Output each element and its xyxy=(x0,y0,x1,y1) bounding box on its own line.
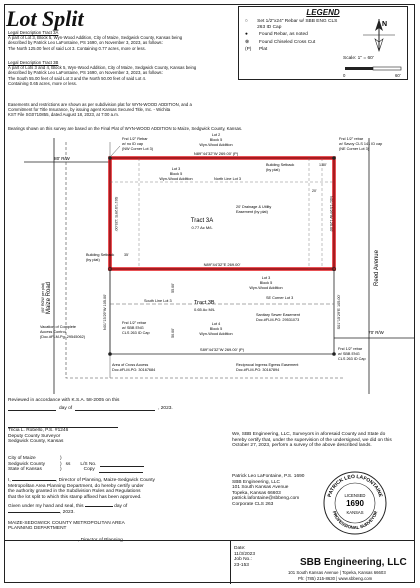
recording-county: Sedgwick County xyxy=(8,461,46,467)
bearing-right-3b: S01°15'29"E 105.00' xyxy=(337,294,341,330)
found-rebar-ne-label xyxy=(339,137,382,151)
svg-text:(by plat): (by plat) xyxy=(86,258,100,262)
date-value: 11/3/2023 xyxy=(234,551,255,557)
tract-3a-area: 0.77 Ac M/L xyxy=(191,225,213,230)
svg-text:(NW Corner Lot 3): (NW Corner Lot 3) xyxy=(122,147,154,151)
director-signature-line: , Director of Planning xyxy=(8,538,226,544)
svg-text:Block 5: Block 5 xyxy=(169,172,183,176)
found-rebar-sw-icon xyxy=(108,352,112,356)
svg-text:Block 5: Block 5 xyxy=(259,281,273,285)
review-line: Reviewed in accordance with K.S.A. 58-2005 on this xyxy=(8,398,120,403)
recording-state: State of Kansas xyxy=(8,467,42,473)
legal-3a-line: A part of Lot 3, Block 5, Wyn-Wood Addition, City of Maize, Sedgwick County, Kansas being xyxy=(8,35,183,41)
found-rebar-sw-label xyxy=(122,321,150,335)
lot-2-label xyxy=(199,133,232,147)
planning-block xyxy=(8,478,226,543)
certification-line: October 27, 2023, perform a survey of the above described lands. xyxy=(232,443,372,449)
certification-block xyxy=(232,432,412,449)
recording-city: City of Maize xyxy=(8,456,36,461)
ingress-egress-label xyxy=(236,363,299,372)
certification-line: hereby certify that, under the supervision of the undersigned, we did on this xyxy=(232,437,392,443)
surveyor-line: SBB Engineering, LLC xyxy=(232,479,280,485)
lot-3-upper-label xyxy=(159,167,192,181)
legend-item xyxy=(245,40,343,46)
review-role: Sedgwick County, Kansas xyxy=(8,439,64,445)
legal-3b-line: described by Patrick Leo LaFontaine, PS 1690, on November 3, 2023, as follows: xyxy=(8,70,163,76)
company-phone: Ph: (785) 215-8630 | www.sbbeng.com xyxy=(298,576,373,581)
svg-text:Building Setback: Building Setback xyxy=(266,163,295,167)
seal-licensed: LICENSED xyxy=(344,493,366,498)
planning-given-line: Given under my hand and seal, this day of xyxy=(8,504,128,510)
svg-text:Access Control: Access Control xyxy=(40,330,66,334)
svg-text:Block 5: Block 5 xyxy=(209,138,223,142)
svg-text:Area of Cross Access: Area of Cross Access xyxy=(112,363,149,367)
bearing-right-3a: N01°15'29"W 125.00' xyxy=(329,196,333,232)
titleblock-divider xyxy=(230,540,231,584)
review-role: Deputy County Surveyor xyxy=(8,433,61,439)
legend-title: LEGEND xyxy=(306,8,340,17)
svg-text:CLS 263 ID Cap: CLS 263 ID Cap xyxy=(122,331,150,335)
plat-symbol-icon: (P) xyxy=(245,47,252,53)
job-label: Job No.: xyxy=(234,557,252,563)
review-name: Tricia L. Robello, P.S. #1246 xyxy=(8,428,69,434)
leader-line xyxy=(111,146,120,156)
svg-text:w/ SBB ENG: w/ SBB ENG xyxy=(122,326,144,330)
legend-item xyxy=(245,32,343,38)
easements-line: KST File SG0710855, dated August 18, 2023, at 7:00 a.m. xyxy=(8,112,119,118)
svg-text:Fnd 1/2" rebar: Fnd 1/2" rebar xyxy=(339,137,364,141)
bearing-bottom-3a: N89°44'32"E 269.00' xyxy=(203,262,241,267)
svg-text:(by plat): (by plat) xyxy=(266,168,280,172)
scale-zero: 0 xyxy=(343,73,346,78)
bearing-left-3a: S01°15'29"E 125.00' xyxy=(114,196,118,232)
svg-text:Building Setback: Building Setback xyxy=(86,253,115,257)
found-rebar-ne-icon xyxy=(332,156,336,160)
legal-description-3b xyxy=(8,60,236,86)
svg-text:Fnd 1/2" Rebar: Fnd 1/2" Rebar xyxy=(122,137,148,141)
review-year: , 2023. xyxy=(158,405,173,411)
legend-item xyxy=(245,19,343,30)
surveyor-block xyxy=(232,474,332,508)
bldg-setback-top-label xyxy=(266,163,294,172)
titleblock-top-rule xyxy=(4,540,415,541)
recording-ss: ss xyxy=(65,461,71,467)
svg-text:20' Drainage & Utility: 20' Drainage & Utility xyxy=(236,205,272,209)
tract-3a-inner-line xyxy=(110,158,334,269)
sanitary-easement-label xyxy=(256,313,301,322)
review-dayof: day of xyxy=(59,405,73,411)
given-month-blank[interactable] xyxy=(8,512,60,513)
svg-text:Lot 3: Lot 3 xyxy=(261,276,271,280)
tract-3b-area: 0.65 Ac M/L xyxy=(194,307,216,312)
svg-text:Wyn-Wood Addition: Wyn-Wood Addition xyxy=(199,143,233,147)
svg-text:w/ no ID cap: w/ no ID cap xyxy=(122,142,144,146)
surveyor-line: Corporate CLS 263 xyxy=(232,501,274,507)
tract-3a-label: Tract 3A xyxy=(190,218,214,224)
svg-text:(Doc.#FLM-Pg: 29545062): (Doc.#FLM-Pg: 29545062) xyxy=(40,335,85,339)
easements-line: Commitment for Title Insurance, by issuing agent Kansas Secured Title, Inc. - Wichita xyxy=(8,107,171,113)
svg-text:Lot 2: Lot 2 xyxy=(211,133,221,137)
company-address: 101 South Kansas Avenue | Topeka, Kansas 66603 xyxy=(288,570,386,575)
svg-text:w/ Savoy CLS 141 ID cap: w/ Savoy CLS 141 ID cap xyxy=(339,142,383,146)
legend-box xyxy=(238,6,408,80)
dim-35: 35' xyxy=(124,253,129,257)
surveyor-line: 101 South Kansas Avenue xyxy=(232,485,289,491)
recording-row: City of Maize ) xyxy=(8,456,62,461)
certification-line: We, SBB Engineering, LLC, Surveyors in aforesaid County and State do xyxy=(232,432,386,437)
bearing-bottom-3b: S89°44'32"W 269.00' (P) xyxy=(199,347,245,352)
svg-text:Sanitary Sewer Easement: Sanitary Sewer Easement xyxy=(256,313,300,317)
bearing-top: N89°44'32"W 269.00' (P) xyxy=(193,151,239,156)
maize-road-label: Maize Road xyxy=(46,281,52,315)
planning-line: I, , Director of Planning, Maize-Sedgwick County xyxy=(8,478,155,483)
found-rebar-symbol-icon: ● xyxy=(245,32,248,38)
date-label: Date: xyxy=(234,546,246,551)
block-outline xyxy=(66,142,344,378)
review-signature-line[interactable] xyxy=(8,415,118,428)
review-month-blank[interactable] xyxy=(75,410,155,411)
recording-ls: L/S No. xyxy=(80,461,97,467)
dim-55: 55.00' xyxy=(171,283,175,293)
seal-state: KANSAS xyxy=(346,510,364,515)
svg-text:Reciprocal Ingress Egress Ease: Reciprocal Ingress Egress Easement xyxy=(236,363,299,367)
date-job-block xyxy=(234,546,255,568)
svg-text:Fnd 1/2" rebar: Fnd 1/2" rebar xyxy=(338,347,363,351)
surveyor-seal xyxy=(322,470,388,536)
tract-3a-boundary xyxy=(110,158,334,269)
cross-access-label xyxy=(112,363,155,372)
found-rebar-nw-icon xyxy=(108,156,112,160)
scale-sixty: 60' xyxy=(395,73,401,78)
lot-3-lower-label xyxy=(249,276,282,290)
legal-description-3a xyxy=(8,30,236,51)
legal-3b-heading: Legal Description Tract 3B xyxy=(8,60,59,65)
row-70-label: 70' R/W xyxy=(368,330,384,335)
lot-4-label xyxy=(199,322,232,336)
planning-line: Metropolitan Area Planning Department, do hereby certify under xyxy=(8,483,144,489)
recording-copy: Copy xyxy=(83,467,95,473)
legend-item-text: Found Chiseled Cross Cut xyxy=(259,39,316,45)
se-corner-label: SE Corner Lot 3 xyxy=(266,296,294,300)
seal-top-text: PATRICK LEO LAFONTAINE xyxy=(326,473,384,498)
page-title: Lot Split xyxy=(6,6,84,31)
seal-bottom-text: PROFESSIONAL SURVEYOR xyxy=(331,510,379,531)
svg-text:Wyn-Wood Addition: Wyn-Wood Addition xyxy=(249,286,283,290)
surveyor-line: Patrick Leo LaFontaine, P.S. 1690 xyxy=(232,474,305,479)
vacation-access-label xyxy=(40,325,86,339)
review-day-blank[interactable] xyxy=(8,410,56,411)
maize-road-note: (60' ROW per plat) xyxy=(41,283,45,313)
svg-text:Doc.#FLM-PG: 29531073: Doc.#FLM-PG: 29531073 xyxy=(256,318,300,322)
legal-3b-line: Containing 0.65 acres, more or less. xyxy=(8,80,78,86)
svg-text:Lot 3: Lot 3 xyxy=(171,167,181,171)
legal-3a-line: The North 125.00 feet of said Lot 3. Containing 0.77 acres, more or less. xyxy=(8,45,146,51)
easements-line: Easements and restrictions are shown as per subdivision plat for WYN-WOOD ADDITION, and a xyxy=(8,102,192,107)
svg-text:(NE Corner Lot 3): (NE Corner Lot 3) xyxy=(339,147,369,151)
review-block xyxy=(8,398,228,445)
svg-text:Lot 4: Lot 4 xyxy=(211,322,221,326)
svg-text:CLS 263 ID Cap: CLS 263 ID Cap xyxy=(338,357,366,361)
dim-180: 1.80' xyxy=(319,163,327,167)
scale-label: Scale: 1" = 60' xyxy=(343,56,374,61)
svg-text:Wyn-Wood Addition: Wyn-Wood Addition xyxy=(159,177,193,181)
easements-note xyxy=(8,102,308,118)
found-rebar-nw-label xyxy=(122,137,154,151)
job-value: 23-153 xyxy=(234,562,249,568)
legal-3a-heading: Legal Description Tract 3A xyxy=(8,30,59,35)
surveyor-line: Topeka, Kansas 66603 xyxy=(232,490,281,496)
south-line-label: South Line Lot 3 xyxy=(144,299,172,303)
found-rebar-se-icon xyxy=(332,352,336,356)
legend-item xyxy=(245,47,343,53)
set-rebar-symbol-icon: ○ xyxy=(245,19,248,24)
recording-row: Sedgwick County ) ss L/S No. xyxy=(8,462,208,468)
surveyor-line: patrick.lafontaine@sbbeng.com xyxy=(232,496,300,502)
seal-number: 1690 xyxy=(346,499,364,508)
plat-drawing xyxy=(4,128,415,394)
recording-block xyxy=(8,456,208,473)
dim-50: 50.00' xyxy=(171,328,175,338)
svg-text:Easement (by plat): Easement (by plat) xyxy=(236,210,268,214)
north-line-label: North Line Lot 3 xyxy=(214,177,242,181)
north-label: N xyxy=(382,21,388,28)
bearing-left-3b: N01°15'29"W 105.00' xyxy=(103,294,107,330)
svg-text:Doc.#FLM-PG: 30167894: Doc.#FLM-PG: 30167894 xyxy=(236,368,280,372)
review-date-line xyxy=(8,406,228,412)
recording-row: State of Kansas ) Copy xyxy=(8,467,208,473)
svg-text:w/ SBB ENG: w/ SBB ENG xyxy=(338,352,360,356)
reed-avenue-label: Reed Avenue xyxy=(374,250,380,286)
svg-text:Wyn-Wood Addition: Wyn-Wood Addition xyxy=(199,332,233,336)
svg-text:Vacation of Complete: Vacation of Complete xyxy=(40,325,77,329)
legal-3b-line: The South 55.00 feet of said Lot 3 and the North 50.00 feet of said Lot 4. xyxy=(8,75,147,81)
svg-text:Fnd 1/2" rebar: Fnd 1/2" rebar xyxy=(122,321,147,325)
legend-list xyxy=(245,19,343,53)
director-name-blank[interactable] xyxy=(12,480,56,481)
planning-dept: MAIZE-SEDGWICK COUNTY METROPOLITAN AREA xyxy=(8,520,125,526)
tract-3b-label: Tract 3B xyxy=(194,300,215,306)
planning-line: the authority granted in the Subdivision Rules and Regulations xyxy=(8,489,141,495)
bearings-note: Bearings shown on this survey are based on the Final Plat of WYN-WOOD ADDITION to Maize, Sedgwick County, Kansas. xyxy=(8,126,243,131)
svg-text:Doc.#FLM-PG: 30167684: Doc.#FLM-PG: 30167684 xyxy=(112,368,156,372)
svg-text:Block 5: Block 5 xyxy=(209,327,223,331)
company-name: SBB Engineering, LLC xyxy=(300,557,407,568)
drainage-easement-label xyxy=(236,205,271,214)
planning-dept: PLANNING DEPARTMENT xyxy=(8,526,67,532)
legend-item-text: Set 1/2"x24" Rebar w/ SBB ENG CLS 263 ID Cap xyxy=(257,19,338,30)
given-day-blank[interactable] xyxy=(85,506,113,507)
north-arrow-icon xyxy=(359,17,399,53)
dim-20: 20' xyxy=(312,189,317,193)
found-rebar-se-label xyxy=(338,347,366,361)
cross-cut-symbol-icon: ⊗ xyxy=(245,39,250,45)
legend-item-text: Plat xyxy=(259,47,268,53)
legal-3a-line: described by Patrick Leo LaFontaine, PS 1690, on November 3, 2023, as follows: xyxy=(8,40,163,46)
legend-item-text: Found Rebar, as noted xyxy=(259,32,308,38)
copy-blank[interactable] xyxy=(99,467,143,473)
legal-3b-line: A part of Lots 3 and 4, Block 5, Wyn-Wood Addition, City of Maize, Sedgwick County, Kansas being xyxy=(8,65,197,71)
planning-line: that the lot split to which this stamp affixed has been approved. xyxy=(8,494,142,500)
planning-year-line: , 2023. xyxy=(8,510,226,516)
row-80-label: 80' R/W xyxy=(54,156,70,161)
